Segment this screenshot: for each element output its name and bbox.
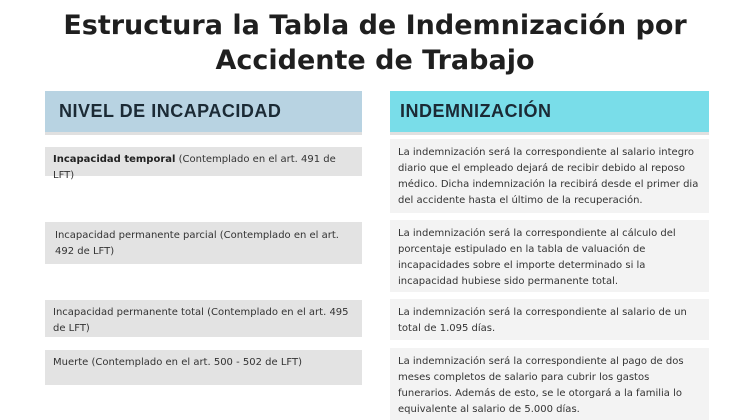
level-label-bold: Incapacidad temporal (53, 154, 176, 165)
header-right-shadow (390, 132, 709, 135)
header-left-shadow (45, 132, 362, 135)
indemnity-cell-permanente-parcial (390, 220, 709, 292)
level-cell-muerte (45, 350, 362, 385)
header-left-label: NIVEL DE INCAPACIDAD (59, 101, 282, 121)
level-label: (Contemplado en el art. 491 de LFT) (53, 154, 336, 181)
indemnity-text: La indemnización será la correspondiente al salario integro diario que el empleado dejará de recibir debido al reposo médico. Dicha indemnización la recibirá desde el primer dia del accidente hasta el último de la recuperación. (398, 147, 699, 206)
indemnity-cell-muerte (390, 348, 709, 420)
indemnity-text: La indemnización será la correspondiente al pago de dos meses completos de salario para cubrir los gastos funerarios. Además de esto, se le otorgará a la familia lo equivalente al salario de 5.000 días. (398, 356, 684, 415)
level-label: Incapacidad permanente total (Contemplado en el art. 495 de LFT) (53, 307, 349, 334)
header-nivel-incapacidad (45, 91, 362, 132)
indemnity-cell-temporal (390, 139, 709, 213)
indemnity-text: La indemnización será la correspondiente al cálculo del porcentaje estipulado en la tabla de valuación de incapacidades sobre el importe determinado si la incapacidad hubiese sido permanente total. (398, 228, 676, 287)
level-label: Incapacidad permanente parcial (Contemplado en el art. 492 de LFT) (55, 230, 339, 257)
level-cell-permanente-total (45, 300, 362, 337)
title-line-2: Accidente de Trabajo (215, 45, 535, 76)
header-right-label: INDEMNIZACIÓN (400, 101, 552, 121)
level-label: Muerte (Contemplado en el art. 500 - 502 de LFT) (53, 357, 302, 368)
indemnity-text: La indemnización será la correspondiente al salario de un total de 1.095 días. (398, 307, 687, 334)
header-indemnizacion (390, 91, 709, 132)
title-line-1: Estructura la Tabla de Indemnización por (63, 10, 687, 41)
indemnity-cell-permanente-total (390, 299, 709, 340)
level-cell-temporal (45, 147, 362, 181)
level-cell-permanente-parcial (45, 222, 362, 264)
page-title (0, 8, 750, 78)
